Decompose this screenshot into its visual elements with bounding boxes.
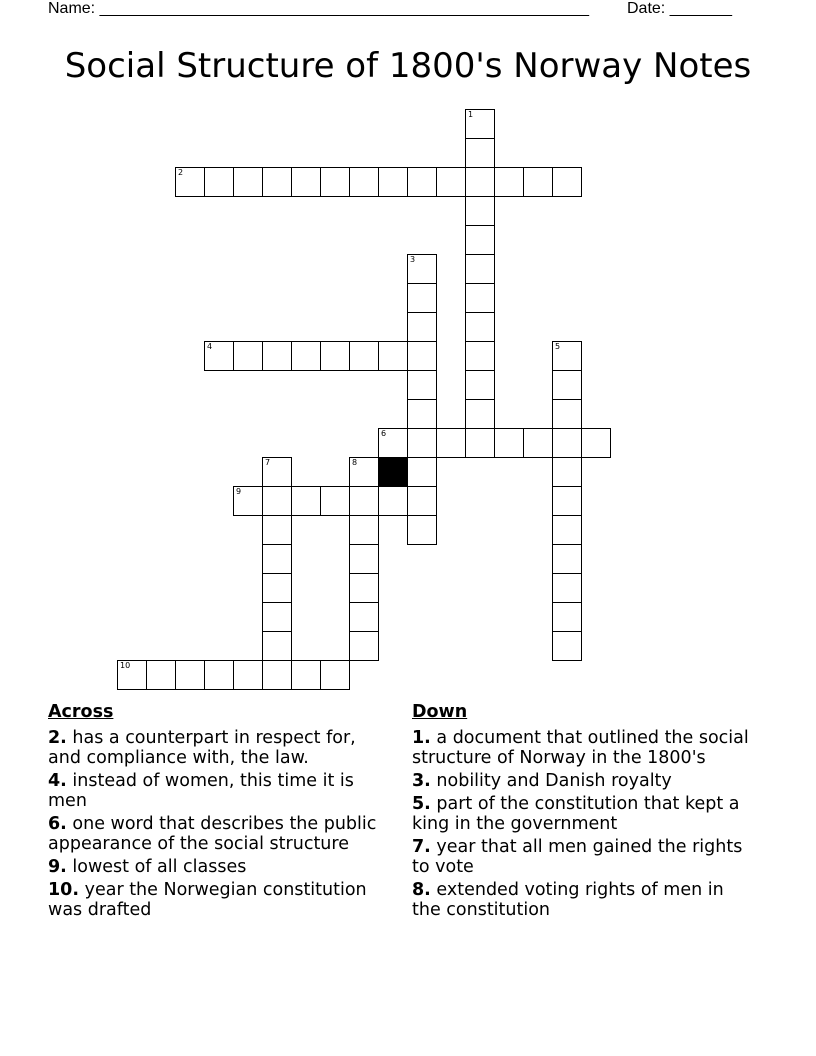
crossword-cell[interactable]: [465, 312, 495, 342]
crossword-cell[interactable]: [407, 457, 437, 487]
crossword-cell[interactable]: [349, 167, 379, 197]
across-heading: Across: [48, 702, 114, 722]
crossword-cell[interactable]: [349, 457, 379, 487]
crossword-cell[interactable]: [378, 341, 408, 371]
crossword-cell[interactable]: [465, 428, 495, 458]
down-clues: [412, 700, 757, 923]
crossword-cell[interactable]: [291, 660, 321, 690]
crossword-cell[interactable]: [349, 544, 379, 574]
crossword-cell[interactable]: [407, 167, 437, 197]
clue-number-label: 6: [381, 429, 387, 438]
crossword-cell[interactable]: [552, 544, 582, 574]
crossword-cell[interactable]: [552, 573, 582, 603]
crossword-cell[interactable]: [465, 370, 495, 400]
crossword-cell[interactable]: [262, 486, 292, 516]
crossword-cell[interactable]: [320, 486, 350, 516]
crossword-cell[interactable]: [262, 544, 292, 574]
crossword-cell[interactable]: [349, 631, 379, 661]
crossword-cell[interactable]: [552, 602, 582, 632]
crossword-cell[interactable]: [407, 254, 437, 284]
name-field-label[interactable]: Name: _______________________________________________________: [48, 0, 589, 17]
crossword-cell[interactable]: [407, 341, 437, 371]
clue-down-5: 5. part of the constitution that kept a king in the government: [412, 794, 740, 834]
crossword-cell[interactable]: [175, 167, 205, 197]
crossword-cell[interactable]: [552, 341, 582, 371]
clue-number-label: 7: [265, 458, 271, 467]
crossword-cell[interactable]: [523, 428, 553, 458]
crossword-cell[interactable]: [465, 341, 495, 371]
crossword-cell[interactable]: [233, 486, 263, 516]
clue-across-10: 10. year the Norwegian constitution was drafted: [48, 880, 367, 920]
crossword-cell[interactable]: [233, 341, 263, 371]
crossword-cell[interactable]: [465, 254, 495, 284]
crossword-cell[interactable]: [262, 167, 292, 197]
crossword-cell[interactable]: [117, 660, 147, 690]
crossword-cell[interactable]: [146, 660, 176, 690]
crossword-cell[interactable]: [494, 428, 524, 458]
clue-down-3: 3. nobility and Danish royalty: [412, 771, 672, 791]
crossword-cell[interactable]: [552, 515, 582, 545]
crossword-cell[interactable]: [465, 109, 495, 139]
crossword-cell[interactable]: [436, 167, 466, 197]
clue-number-label: 8: [352, 458, 358, 467]
crossword-cell[interactable]: [465, 167, 495, 197]
crossword-cell[interactable]: [552, 631, 582, 661]
crossword-cell[interactable]: [349, 515, 379, 545]
clue-number-label: 5: [555, 342, 561, 351]
crossword-cell[interactable]: [262, 631, 292, 661]
crossword-cell[interactable]: [262, 515, 292, 545]
crossword-cell[interactable]: [465, 399, 495, 429]
crossword-cell[interactable]: [407, 312, 437, 342]
crossword-cell[interactable]: [378, 486, 408, 516]
crossword-cell[interactable]: [262, 341, 292, 371]
clue-down-8: 8. extended voting rights of men in the constitution: [412, 880, 724, 920]
crossword-cell[interactable]: [291, 341, 321, 371]
crossword-cell[interactable]: [320, 341, 350, 371]
clue-down-1: 1. a document that outlined the social structure of Norway in the 1800's: [412, 728, 749, 768]
clue-across-2: 2. has a counterpart in respect for, and compliance with, the law.: [48, 728, 356, 768]
clue-across-9: 9. lowest of all classes: [48, 857, 247, 877]
crossword-cell[interactable]: [523, 167, 553, 197]
crossword-cell[interactable]: [552, 428, 582, 458]
crossword-cell[interactable]: [204, 341, 234, 371]
clue-number-label: 2: [178, 168, 184, 177]
crossword-cell[interactable]: [320, 167, 350, 197]
crossword-cell[interactable]: [436, 428, 466, 458]
crossword-cell[interactable]: [262, 660, 292, 690]
crossword-cell[interactable]: [378, 428, 408, 458]
across-clues: [48, 700, 393, 923]
crossword-cell[interactable]: [552, 457, 582, 487]
clue-number-label: 4: [207, 342, 213, 351]
crossword-cell[interactable]: [349, 602, 379, 632]
crossword-cell[interactable]: [581, 428, 611, 458]
crossword-cell[interactable]: [233, 660, 263, 690]
crossword-cell[interactable]: [552, 486, 582, 516]
clue-number-label: 1: [468, 110, 474, 119]
clue-across-6: 6. one word that describes the public appearance of the social structure: [48, 814, 377, 854]
crossword-cell[interactable]: [465, 283, 495, 313]
crossword-cell[interactable]: [349, 573, 379, 603]
clue-number-label: 9: [236, 487, 242, 496]
date-field-label[interactable]: Date: _______: [627, 0, 732, 17]
crossword-cell[interactable]: [465, 138, 495, 168]
crossword-cell[interactable]: [407, 370, 437, 400]
clue-number-label: 10: [120, 661, 131, 670]
crossword-cell[interactable]: [407, 283, 437, 313]
crossword-cell[interactable]: [262, 457, 292, 487]
crossword-cell[interactable]: [349, 341, 379, 371]
page-title: Social Structure of 1800's Norway Notes: [64, 46, 752, 86]
clue-number-label: 3: [410, 255, 416, 264]
crossword-cell[interactable]: [175, 660, 205, 690]
crossword-cell[interactable]: [407, 399, 437, 429]
down-heading: Down: [412, 702, 468, 722]
crossword-cell[interactable]: [407, 428, 437, 458]
crossword-cell[interactable]: [552, 370, 582, 400]
crossword-block: [378, 457, 408, 487]
crossword-cell[interactable]: [233, 167, 263, 197]
crossword-cell[interactable]: [494, 167, 524, 197]
clue-across-4: 4. instead of women, this time it is men: [48, 771, 354, 811]
crossword-cell[interactable]: [407, 515, 437, 545]
clue-down-7: 7. year that all men gained the rights to vote: [412, 837, 743, 877]
crossword-cell[interactable]: [349, 486, 379, 516]
crossword-cell[interactable]: [262, 602, 292, 632]
crossword-cell[interactable]: [465, 196, 495, 226]
crossword-cell[interactable]: [552, 399, 582, 429]
crossword-cell[interactable]: [407, 486, 437, 516]
crossword-cell[interactable]: [291, 486, 321, 516]
crossword-cell[interactable]: [378, 167, 408, 197]
crossword-cell[interactable]: [204, 167, 234, 197]
crossword-cell[interactable]: [465, 225, 495, 255]
crossword-cell[interactable]: [552, 167, 582, 197]
crossword-cell[interactable]: [320, 660, 350, 690]
crossword-cell[interactable]: [291, 167, 321, 197]
crossword-cell[interactable]: [262, 573, 292, 603]
crossword-cell[interactable]: [204, 660, 234, 690]
